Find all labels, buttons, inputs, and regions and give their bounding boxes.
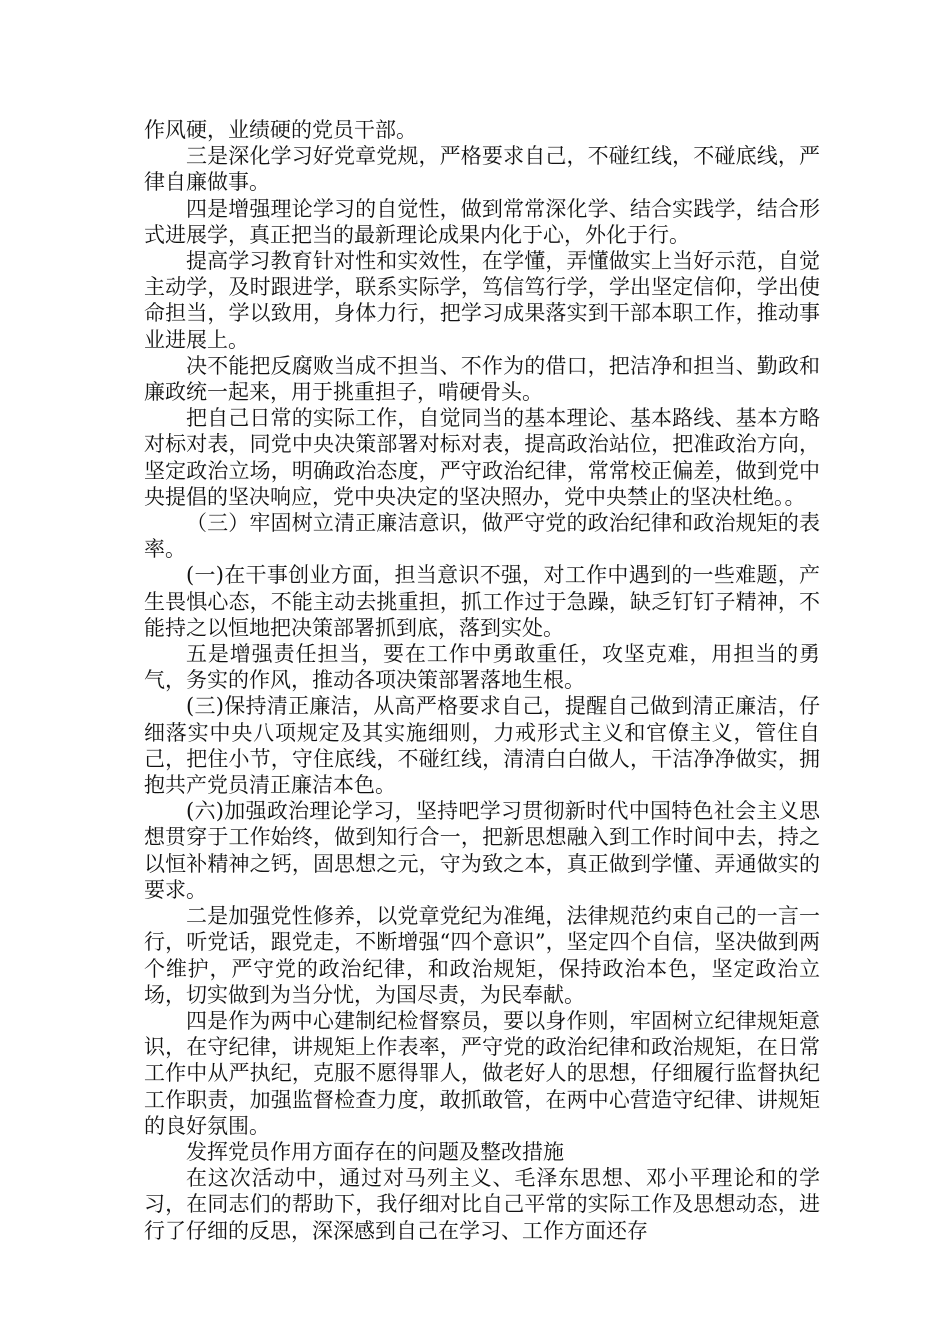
- document-body: [144, 117, 820, 1244]
- paragraph-4: 提高学习教育针对性和实效性，在学懂，弄懂做实上当好示范，自觉主动学，及时跟进学，联系实际学，笃信笃行学，学出坚定信仰，学出使命担当，学以致用，身体力行，把学习成果落实到干部本职工作，推动事业进展上。: [144, 249, 820, 352]
- paragraph-10: (三)保持清正廉洁，从高严格要求自己，提醒自己做到清正廉洁，仔细落实中央八项规定及其实施细则，力戒形式主义和官僚主义，管住自己，把住小节，守住底线，不碰红线，清清白白做人，干洁净净做实，拥抱共产党员清正廉洁本色。: [144, 694, 820, 798]
- paragraph-3: 四是增强理论学习的自觉性，做到常常深化学、结合实践学，结合形式进展学，真正把当的最新理论成果内化于心，外化于行。: [144, 196, 820, 247]
- paragraph-15: 在这次活动中，通过对马列主义、毛泽东思想、邓小平理论和的学习，在同志们的帮助下，我仔细对比自己平常的实际工作及思想动态，进行了仔细的反思，深深感到自己在学习、工作方面还存: [144, 1166, 820, 1243]
- paragraph-1: 作风硬，业绩硬的党员干部。: [144, 118, 417, 142]
- section-heading: 发挥党员作用方面存在的问题及整改措施: [186, 1139, 564, 1164]
- paragraph-5: 决不能把反腐败当成不担当、不作为的借口，把洁净和担当、勤政和廉政统一起来，用于挑重担子，啃硬骨头。: [144, 353, 820, 405]
- paragraph-7: （三）牢固树立清正廉洁意识，做严守党的政治纪律和政治规矩的表率。: [144, 511, 820, 562]
- paragraph-12: 二是加强党性修养，以党章党纪为准绳，法律规范约束自己的一言一行，听党话，跟党走，不断增强“四个意识”，坚定四个自信，坚决做到两个维护，严守党的政治纪律，和政治规矩，保持政治本色，坚定政治立场，切实做到为当分忧，为国尽责，为民奉献。: [144, 904, 820, 1007]
- paragraph-13: 四是作为两中心建制纪检督察员，要以身作则，牢固树立纪律规矩意识，在守纪律，讲规矩上作表率，严守党的政治纪律和政治规矩，在日常工作中从严执纪，克服不愿得罪人，做老好人的思想，仔细履行监督执纪工作职责，加强监督检查力度，敢抓敢管，在两中心营造守纪律、讲规矩的良好氛围。: [144, 1008, 820, 1138]
- paragraph-2: 三是深化学习好党章党规，严格要求自己，不碰红线，不碰底线，严律自廉做事。: [144, 144, 820, 195]
- paragraph-6: 把自己日常的实际工作，自觉同当的基本理论、基本路线、基本方略对标对表，同党中央决策部署对标对表，提高政治站位，把准政治方向，坚定政治立场，明确政治态度，严守政治纪律，常常校正偏差，做到党中央提倡的坚决响应，党中央决定的坚决照办，党中央禁止的坚决杜绝。。: [144, 406, 820, 509]
- paragraph-11: (六)加强政治理论学习，坚持吧学习贯彻新时代中国特色社会主义思想贯穿于工作始终，做到知行合一，把新思想融入到工作时间中去，持之以恒补精神之钙，固思想之元，守为致之本，真正做到学懂、弄通做实的要求。: [144, 799, 820, 902]
- paragraph-8: (一)在干事创业方面，担当意识不强，对工作中遇到的一些难题，产生畏惧心态，不能主动去挑重担，抓工作过于急躁，缺乏钉钉子精神，不能持之以恒地把决策部署抓到底，落到实处。: [144, 563, 820, 640]
- paragraph-9: 五是增强责任担当，要在工作中勇敢重任，攻坚克难，用担当的勇气，务实的作风，推动各项决策部署落地生根。: [144, 642, 820, 693]
